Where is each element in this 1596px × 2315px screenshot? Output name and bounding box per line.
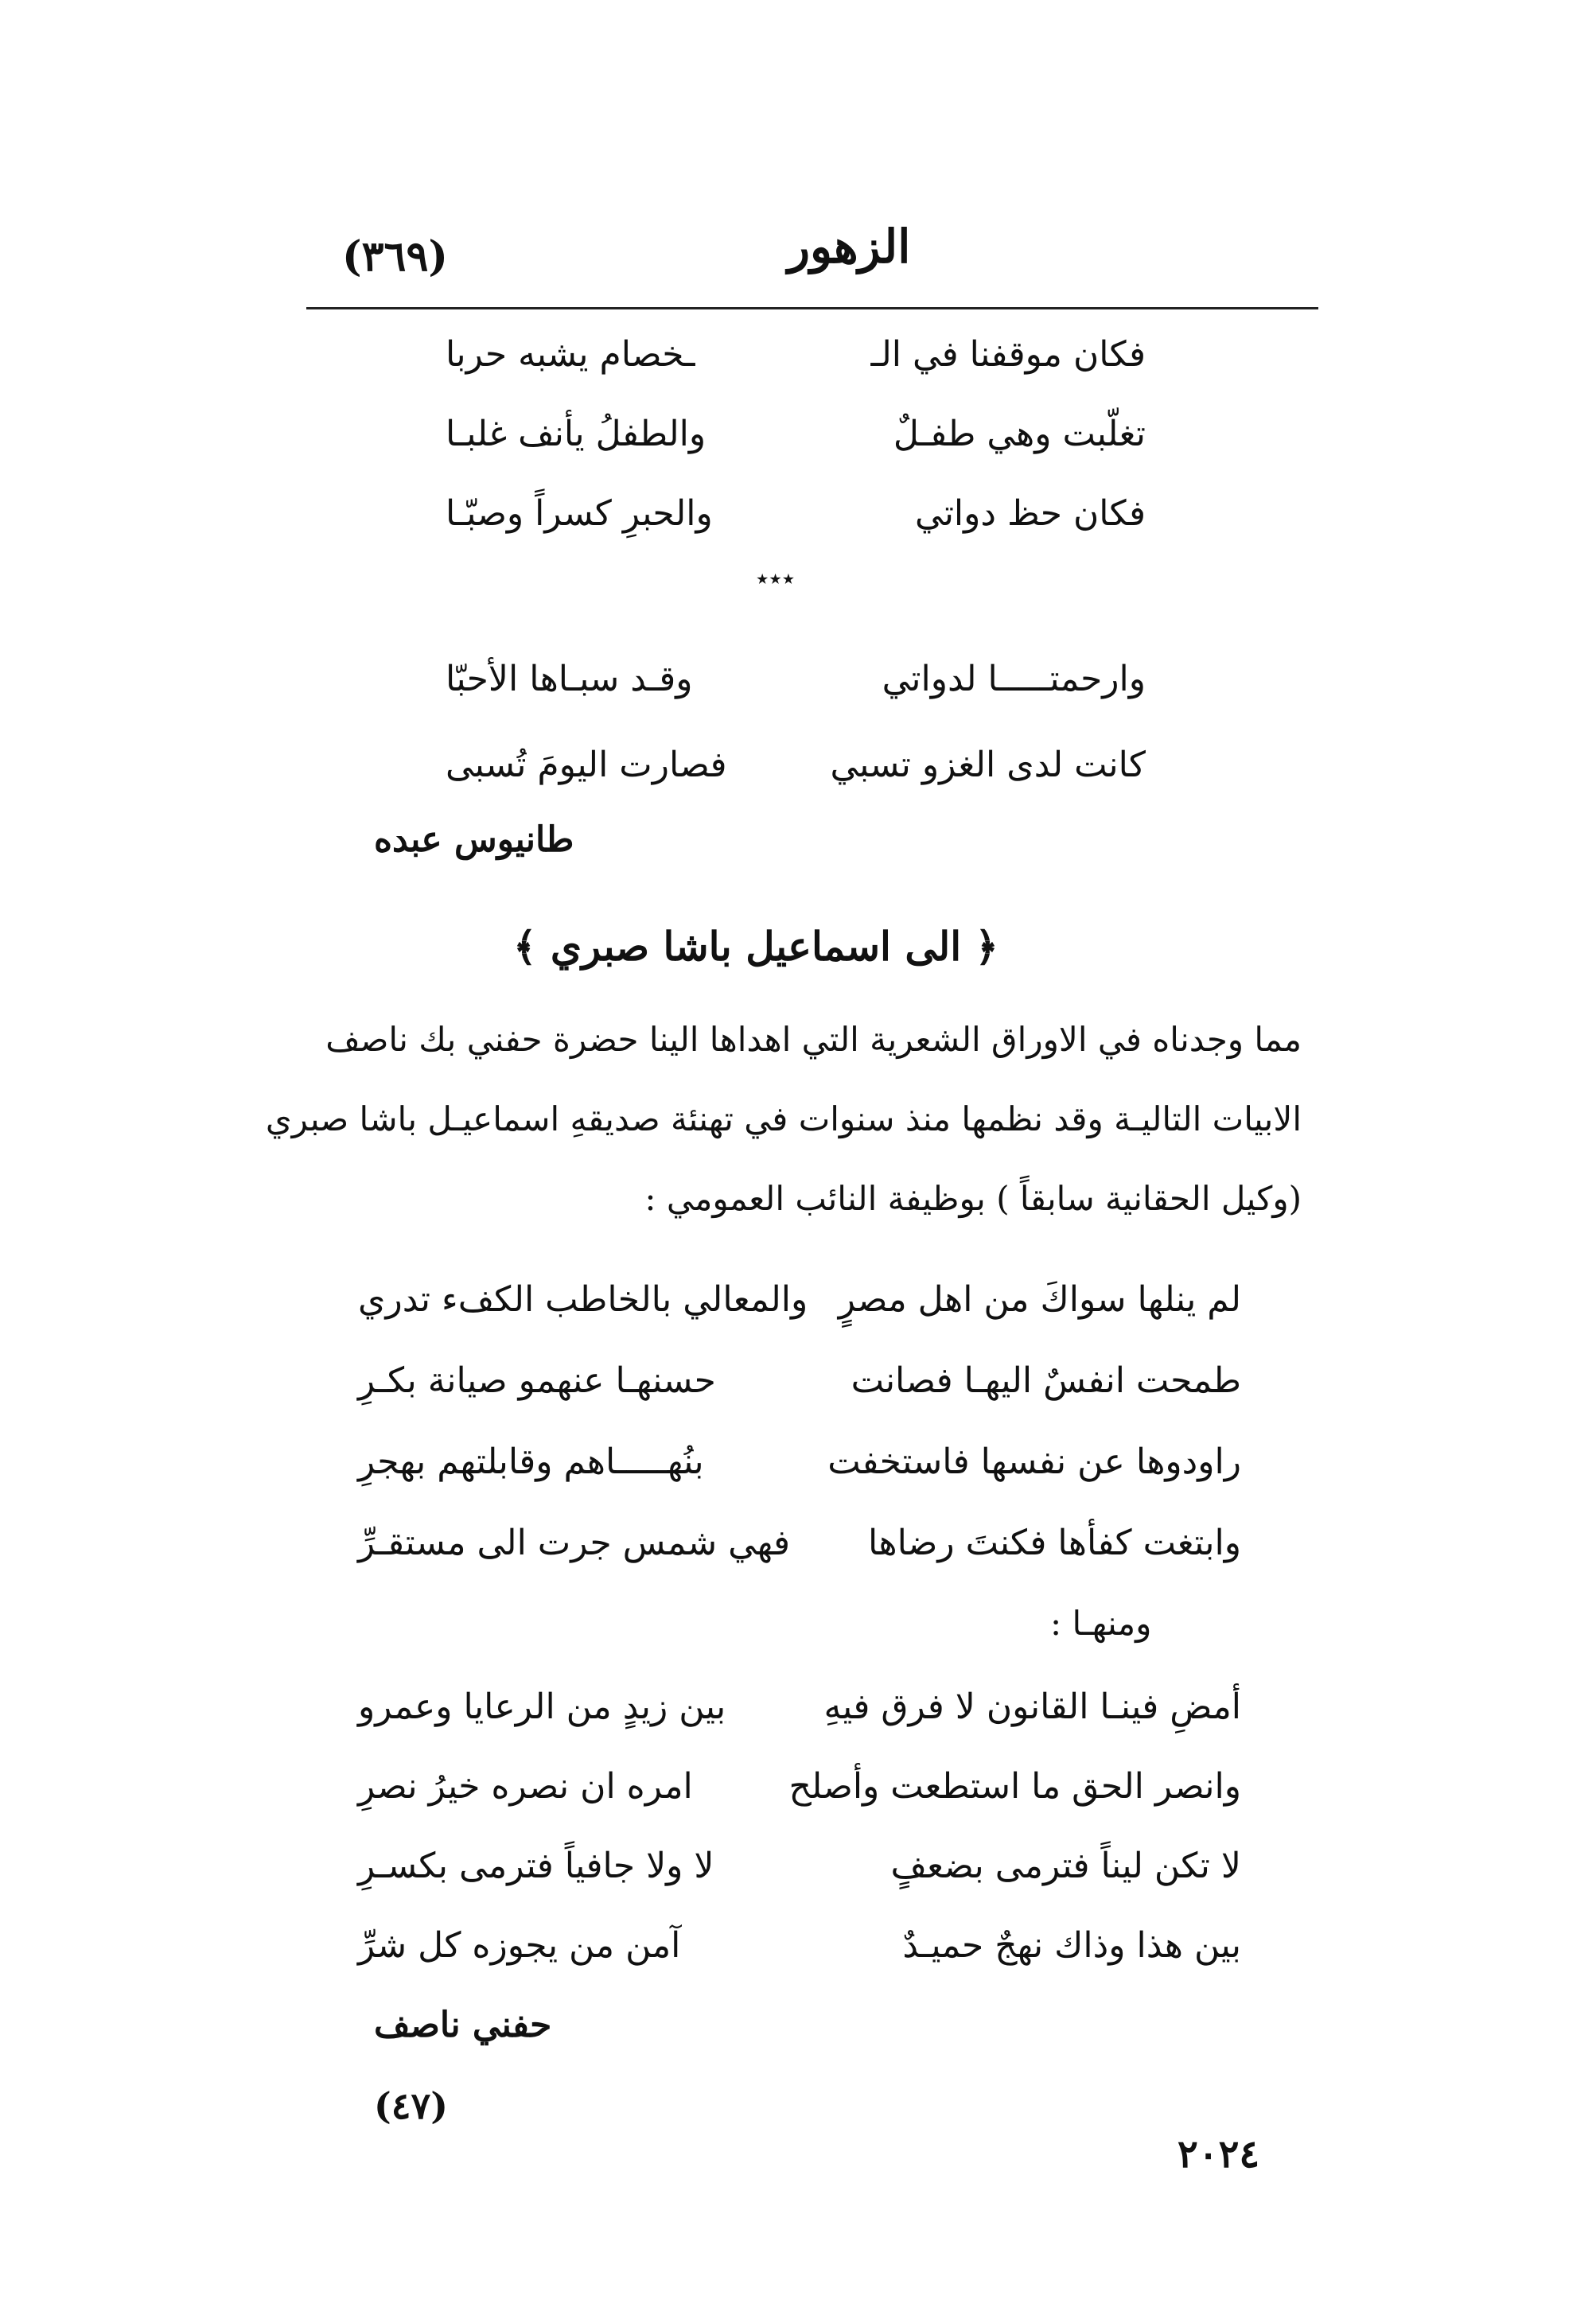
couplet-second-hemistich: امره ان نصره خيرُ نصرِ — [358, 1766, 693, 1807]
couplet-second-hemistich: ـخصام يشبه حربا — [446, 334, 695, 375]
couplet-first-hemistich: طمحت انفسٌ اليهـا فصانت — [851, 1360, 1241, 1401]
couplet-second-hemistich: لا ولا جافياً فترمى بكسـرِ — [358, 1846, 714, 1886]
couplet-first-hemistich: لا تكن ليناً فترمى بضعفٍ — [890, 1846, 1241, 1886]
couplet-second-hemistich: آمن من يجوزه كل شرِّ — [358, 1925, 681, 1966]
poem-couplet — [446, 493, 1146, 541]
intro-line: (وكيل الحقانية سابقاً ) بوظيفة النائب العمومي : — [644, 1179, 1302, 1218]
couplet-first-hemistich: فكان موقفنا في الـ — [870, 334, 1146, 375]
poem-couplet — [358, 1846, 1241, 1893]
poem-couplet — [358, 1442, 1241, 1489]
page-header — [302, 208, 1321, 296]
couplet-second-hemistich: وقـد سبـاها الأحبّا — [446, 659, 693, 699]
couplet-second-hemistich: والطفلُ يأنف غلبـا — [446, 414, 707, 454]
couplet-second-hemistich: فصارت اليومَ تُسبى — [446, 745, 727, 785]
poem-couplet — [446, 745, 1146, 792]
couplet-first-hemistich: وابتغت كفأها فكنتَ رضاها — [867, 1523, 1241, 1563]
running-title: الزهور — [788, 220, 911, 274]
couplet-second-hemistich: والحبرِ كسراً وصبّـا — [446, 493, 713, 534]
page-number: (٣٦٩) — [342, 232, 449, 281]
couplet-second-hemistich: بنُهـــــاهم وقابلتهم بهجرِ — [358, 1442, 704, 1482]
stanza-separator: ٭٭٭ — [756, 565, 796, 593]
couplet-first-hemistich: راودوها عن نفسها فاستخفت — [827, 1442, 1241, 1482]
poem-couplet — [358, 1523, 1241, 1570]
poem-couplet — [358, 1766, 1241, 1814]
couplet-first-hemistich: وانصر الحق ما استطعت وأصلح — [788, 1766, 1241, 1807]
poem-couplet — [446, 659, 1146, 706]
poem-couplet — [358, 1687, 1241, 1734]
couplet-second-hemistich: والمعالي بالخاطب الكفء تدري — [358, 1279, 808, 1320]
couplet-first-hemistich: كانت لدى الغزو تسبي — [830, 745, 1146, 785]
sub-label: ومنهـا : — [1050, 1604, 1152, 1643]
couplet-first-hemistich: فكان حظ دواتي — [915, 493, 1146, 534]
sheet-number: (٤٧) — [374, 2084, 448, 2127]
couplet-first-hemistich: بين هذا وذاك نهجٌ حميـدٌ — [902, 1925, 1241, 1966]
couplet-second-hemistich: حسنهـا عنهمو صيانة بكـرِ — [358, 1360, 716, 1401]
couplet-first-hemistich: لم ينلها سواكَ من اهل مصرٍ — [838, 1279, 1241, 1320]
poem-couplet — [446, 414, 1146, 461]
couplet-second-hemistich: بين زيدٍ من الرعايا وعمرو — [358, 1687, 726, 1727]
poem-couplet — [358, 1925, 1241, 1973]
couplet-second-hemistich: فهي شمس جرت الى مستقـرِّ — [358, 1523, 791, 1563]
couplet-first-hemistich: وارحمتـــــا لدواتي — [882, 659, 1146, 699]
signature-mark: ٢٠٢٤ — [1178, 2132, 1260, 2177]
intro-line: مما وجدناه في الاوراق الشعرية التي اهداها الينا حضرة حفني بك ناصف — [325, 1020, 1302, 1059]
couplet-first-hemistich: أمضِ فينـا القانون لا فرق فيهِ — [823, 1687, 1241, 1727]
poem-couplet — [446, 334, 1146, 382]
intro-line: الابيات التاليـة وقد نظمها منذ سنوات في تهنئة صديقهِ اسماعيـل باشا صبري — [265, 1099, 1302, 1138]
poem-author-signature: طانيوس عبده — [374, 819, 574, 860]
section-author-signature: حفني ناصف — [374, 2005, 552, 2045]
poem-couplet — [358, 1360, 1241, 1408]
header-rule — [306, 307, 1318, 309]
couplet-first-hemistich: تغلّبت وهي طفـلٌ — [893, 414, 1146, 454]
poem-couplet — [358, 1279, 1241, 1327]
section-heading: ﴿ الى اسماعيل باشا صبري ﴾ — [513, 923, 998, 970]
